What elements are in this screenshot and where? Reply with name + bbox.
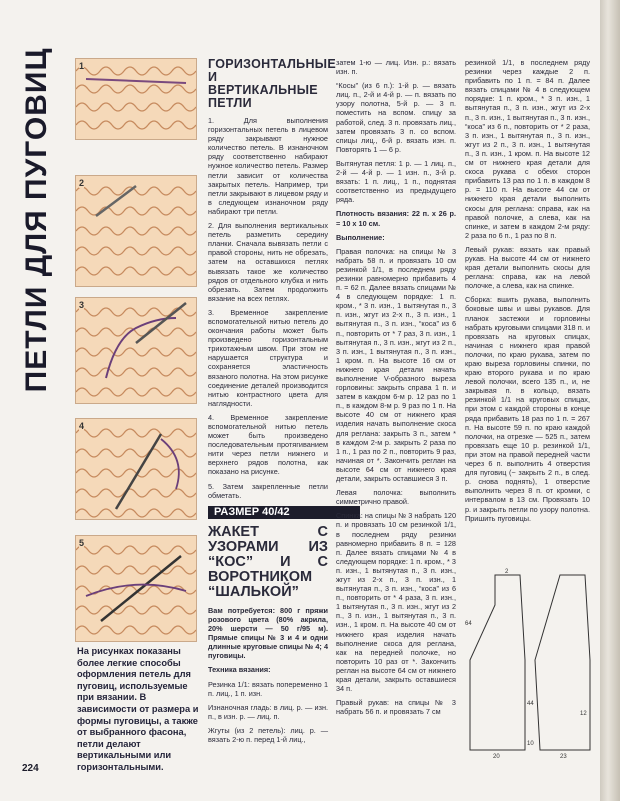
illustration-number: 1: [79, 61, 85, 71]
paragraph: Спинка: на спицы № 3 набрать 120 п. и провязать 10 см резинкой 1/1, в последнем ряду резинки равномерно прибавить 8 п. = 128 п. Далее вязать спицами № 4 в следующем порядке: 1 п. кром., * 3 п. изн., 1 вытянутая п., 3 п. изн., жгут из 2-х п., 3 п. изн., 1 вытянутая п., 3 п. изн., “коса” из 6 п., повторить от * 4 раза, 3 п. изн., 1 вытянутая п., 3 п. изн., жгут из 2 п., 3 п. изн., 1 вытянутая п., 3 п. изн., 1 кром. п. На высоте 40 см от нижнего края изделия начать выполнение скоса для реглана, как на передней полочке, но повторить 10 раз от *. Закончить реглан на высоте 64 см от нижнего края детали, закрыть оставшиеся 34 п.: [336, 511, 456, 694]
paragraph: Изнаночная гладь: в лиц. р. — изн. п., в изн. р. — лиц. п.: [208, 702, 328, 721]
paragraph: Резинка 1/1: вязать попеременно 1 п. лиц., 1 п. изн.: [208, 679, 328, 698]
materials-paragraph: Вам потребуется: 800 г пряжи розового цвета (80% акрила, 20% шерсти — 50 г/95 м). Прямые спицы № 3 и 4 и одни длинные круговые спицы № 4; 4 пуговицы.: [208, 605, 328, 661]
paragraph: 4. Временное закрепление вспомогательной нитью петель может быть произведено последовательным протягиванием нити через петли нижнего и верхнего рядов полотна, как показано на рисунке.: [208, 412, 328, 477]
page-edge: [600, 0, 620, 801]
illustration-1: [75, 58, 197, 140]
illustration-number: 3: [79, 300, 85, 310]
text-column-2: [336, 58, 456, 721]
schema-label: 64: [465, 621, 472, 627]
pattern-schema-diagram: [465, 565, 595, 760]
size-banner: РАЗМЕР 40/42: [208, 506, 360, 519]
paragraph: Правый рукав: на спицы № 3 набрать 56 п. и провязать 7 см: [336, 698, 456, 717]
text-column-1: [208, 57, 336, 749]
paragraph: “Косы” (из 6 п.): 1-й р. — вязать лиц. п., 2-й и 4-й р. — п. вязать по узору полотна, 5-й р. — 3 п. поместить на вспом. спицу за работой, след. 3 п. провязать лиц., затем провязать 3 п. со вспом. спицы лиц., 6-й р. вязать изн. п. Повторять 1 — 6 р.: [336, 81, 456, 154]
schema-label: 12: [580, 711, 587, 717]
paragraph: Правая полочка: на спицы № 3 набрать 58 п. и провязать 10 см резинкой 1/1, в последнем ряду резинки равномерно прибавить 4 п. = 62 п. Далее вязать спицами № 4 в следующем порядке: 1 п. кром., * 3 п. изн., 1 вытянутая п., 3 п. изн., жгут из 2-х п., 3 п. изн., 1 вытянутая п., 3 п. изн., “коса” из 6 п., повторить от * 7 раз, 3 п. изн., 1 вытянутая п., 3 п. изн., жгут из 2 п., 3 п. изн., 1 вытянутая п., 3 п. изн., 1 кром. п. На высоте 16 см от нижнего края детали начать выполнение V-образного выреза горловины: закрыть справа 1 п. и затем в каждом 6-м р. 12 раз по 1 п., в каждом 8-м р. 9 раз по 1 п. На высоте 40 см от нижнего края изделия начать выполнение скоса для реглана: закрыть 3 п., затем * в каждом 2-м р. закрыть 2 раза по 1 п., 1 раз по 2 п., повторить 9 раз, начиная от *. Закончить реглан на высоте 64 см от нижнего края детали, закрыть оставшиеся 3 п.: [336, 246, 456, 484]
section-heading: ГОРИЗОНТАЛЬНЫЕ И ВЕРТИКАЛЬНЫЕ ПЕТЛИ: [208, 57, 336, 110]
schema-label: 20: [493, 754, 500, 760]
illustration-number: 5: [79, 538, 85, 548]
sleeve-outline: [535, 575, 590, 750]
text-column-3: [465, 58, 590, 528]
page-number: 224: [22, 763, 39, 774]
execution-heading: Выполнение:: [336, 232, 385, 242]
vertical-section-title: ПЕТЛИ ДЛЯ ПУГОВИЦ: [20, 47, 53, 393]
knit-stitch-drawing: [76, 419, 196, 519]
knit-stitch-drawing: [76, 59, 196, 139]
paragraph: 2. Для выполнения вертикальных петель разметить середину планки. Сначала вывязать петли с правой стороны, нить не обрезать, затем на оставшихся петлях вывязать такое же количество рядов от отдельного клубка и нить обрезать. Затем продолжить вязание на всех петлях.: [208, 221, 328, 303]
schema-label: 44: [527, 701, 534, 707]
illustration-5: [75, 535, 197, 642]
knit-stitch-drawing: [76, 298, 196, 403]
knit-stitch-drawing: [76, 176, 196, 286]
illustration-4: [75, 418, 197, 520]
paragraph: 1. Для выполнения горизонтальных петель в лицевом ряду закрывают нужное количество петель. В изнаночном ряду соответственно набирают нужное количество петель. Размер петли зависит от количества закрытых петель. Например, три петли закрывают в лицевом ряду и в следующем изнаночном ряду набирают три петли.: [208, 116, 328, 216]
schema-label: 10: [527, 741, 534, 747]
knit-stitch-drawing: [76, 536, 196, 641]
illustrations-caption: На рисунках показаны более легкие способы оформления петель для пуговиц, используемые при вязании. В зависимости от размера и формы пуговицы, а также от выбранного фасона, петли делают вертикальными или горизонтальными.: [77, 646, 199, 772]
paragraph: Вытянутая петля: 1 р. — 1 лиц. п., 2-й — 4-й р. — 1 изн. п., 3-й р. вязать: 1 п. лиц., 1 п., поднятая соответственно из предыдущего ряда.: [336, 158, 456, 205]
illustration-3: [75, 297, 197, 404]
paragraph: Сборка: вшить рукава, выполнить боковые швы и швы рукавов. Для планок застежки и горловины набрать круговыми спицами 318 п. и провязать на круговых спицах, начиная с нижнего края правой полочки, по краю рукава, затем по краю выреза горловины спинки, по краю второго рукава и по краю левой полочки, всего 135 п., и, не закрывая п. в кольцо, вязать резинкой 1/1 на круговых спицах, при этом с каждой стороны в конце ряда прибавить 18 раз по 1 п. = 267 п. На высоте 59 п. по краю каждой полочки, на отрезке — 525 п., затем провязать еще 10 р. резинкой 1/1, при этом на правой передней части через 6 п. выполнить 4 отверстия для пуговиц (~ закрыть 2 п., в след. р. снова поднять), 1 отверстие выполнить через 8 п. от кромки, с интервалом в 13 см. Провязать 10 р. и закрыть петли по узору полотна. Пришить пуговицы.: [465, 295, 590, 523]
schema-label: 23: [560, 754, 567, 760]
paragraph: Левая полочка: выполнить симметрично правой.: [336, 488, 456, 507]
illustration-2: [75, 175, 197, 287]
jacket-title: ЖАКЕТ С УЗОРАМИ ИЗ “КОС” И С ВОРОТНИКОМ “ШАЛЬКОЙ”: [208, 523, 328, 600]
paragraph: затем 1-ю — лиц. Изн. р.: вязать изн. п.: [336, 58, 456, 77]
paragraph: Жгуты (из 2 петель): лиц. р. — вязать 2-ю п. перед 1-й лиц.,: [208, 725, 328, 744]
illustration-number: 2: [79, 178, 85, 188]
front-piece-outline: [470, 575, 525, 750]
paragraph: резинкой 1/1, в последнем ряду резинки через каждые 2 п. прибавить по 1 п. = 84 п. Далее вязать спицами № 4 в следующем порядке: 1 п. кром., * 3 п. изн., 1 вытянутая п., 3 п. изн., жгут из 2-х п., 3 п. изн., 1 вытянутая п., 3 п. изн., “коса” из 6 п., повторить от * 2 раза, 3 п. изн., 1 вытянутая п., 3 п. изн., жгут из 2 п., 3 п. изн., 1 вытянутая п., 3 п. изн., 1 кром. п. На высоте 12 см от нижнего края детали для скоса рукава с обеих сторон прибавить 13 раз по 1 п. в каждом 8 р. = 110 п. На высоте 44 см от нижнего края детали выполнить скосы для реглана: справа, как на правой полочке, а слева, как на спинке, и затем в каждом 2-м ряду: 2 раза по 6 п., 1 раз по 8 п.: [465, 58, 590, 240]
paragraph: Левый рукав: вязать как правый рукав. На высоте 44 см от нижнего края детали выполнить скосы для реглана: справа, как на левой полочке, а слева, как на спинке.: [465, 244, 590, 291]
density-paragraph: Плотность вязания: 22 п. х 26 р. = 10 х 10 см.: [336, 209, 456, 228]
illustration-number: 4: [79, 421, 85, 431]
paragraph: 3. Временное закрепление вспомогательной нитью петель до окончания работы может быть произведено горизонтальным трикотажным швом. При этом не нарушается структура и сохраняется эластичность вязаного полотна. На этом рисунке соединение деталей производится нитью контрастного цвета для наглядности.: [208, 307, 328, 408]
paragraph: 5. Затем закрепленные петли обметать.: [208, 481, 328, 500]
schema-label: 2: [505, 569, 509, 575]
technique-heading: Техника вязания:: [208, 665, 271, 675]
